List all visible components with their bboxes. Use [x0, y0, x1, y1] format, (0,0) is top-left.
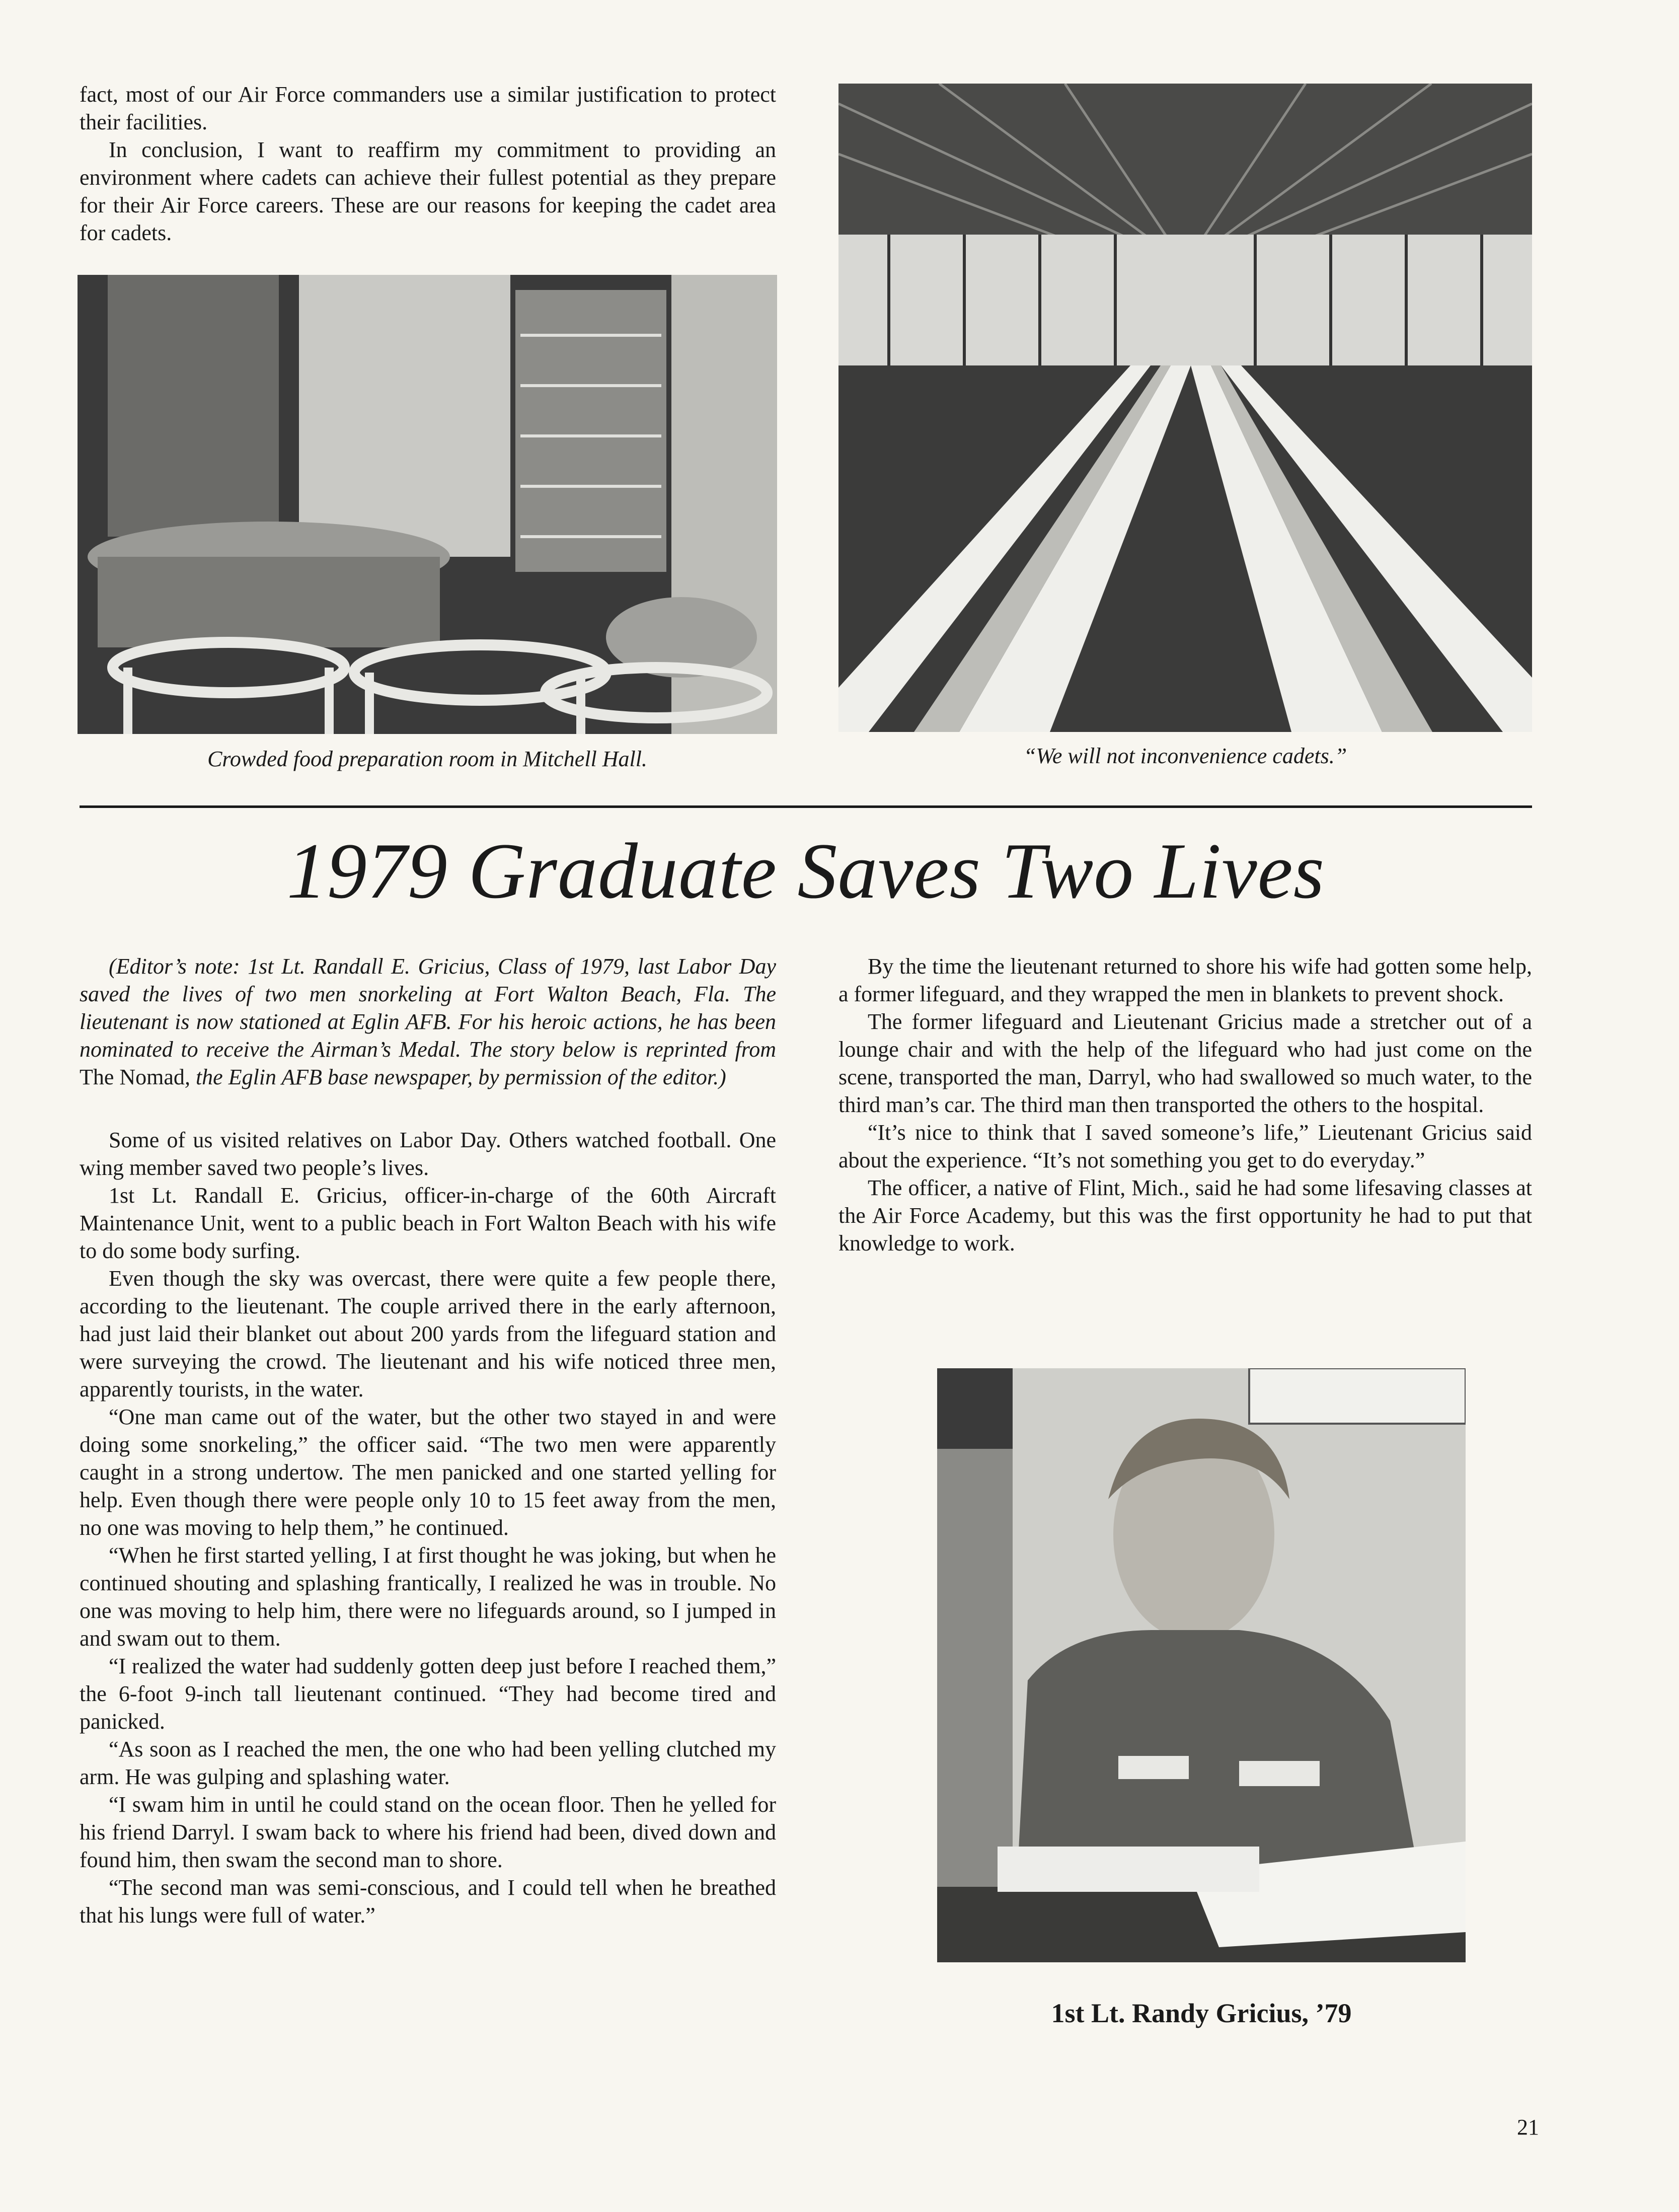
- editor-note: [80, 952, 776, 1091]
- article-paragraph: “When he first started yelling, I at first thought he was joking, but when he continued shouting and splashing frantically, I realized he was in trouble. No one was moving to help him, there were no lifeguards around, so I jumped in and swam out to them.: [80, 1543, 776, 1651]
- article-paragraph: “The second man was semi-conscious, and I could tell when he breathed that his lungs were full of water.”: [80, 1875, 776, 1928]
- dining-hall-caption: “We will not inconvenience cadets.”: [1023, 744, 1347, 768]
- article-paragraph: “One man came out of the water, but the other two stayed in and were doing some snorkeling,” the officer said. “The two men were apparently caught in a strong undertow. The men panicked and one started yelling for help. Even though there were people only 10 to 15 feet away from the men, no one was moving to help them,” he continued.: [80, 1405, 776, 1540]
- portrait-caption: 1st Lt. Randy Gricius, ’79: [1051, 1998, 1352, 2028]
- continuation-paragraph: In conclusion, I want to reaffirm my commitment to providing an environment where cadets can achieve their fullest potential as they prepare for their Air Force careers. These are our reasons for keeping the cadet area for cadets.: [80, 137, 776, 245]
- section-divider: [80, 805, 1532, 808]
- kitchen-caption: Crowded food preparation room in Mitchell Hall.: [207, 747, 647, 771]
- editor-note-part2: , the Eglin AFB base newspaper, by permission of the editor.): [184, 1065, 726, 1089]
- publication-name: The Nomad: [80, 1065, 185, 1089]
- article-paragraph: 1st Lt. Randall E. Gricius, officer-in-charge of the 60th Aircraft Maintenance Unit, went to a public beach in Fort Walton Beach with his wife to do some body surfing.: [80, 1183, 776, 1263]
- article-paragraph: The officer, a native of Flint, Mich., said he had some lifesaving classes at the Air Force Academy, but this was the first opportunity he had to put that knowledge to work.: [838, 1175, 1532, 1256]
- article-headline: 1979 Graduate Saves Two Lives: [286, 827, 1325, 915]
- portrait-photo: [937, 1368, 1466, 1962]
- article-paragraph: “As soon as I reached the men, the one who had been yelling clutched my arm. He was gulping and splashing water.: [80, 1737, 776, 1789]
- editor-note-part1: (Editor’s note: 1st Lt. Randall E. Gricius, Class of 1979, last Labor Day saved the lives of two men snorkeling at Fort Walton Beach, Fla. The lieutenant is now stationed at Eglin AFB. For his heroic actions, he has been nominated to receive the Airman’s Medal. The story below is reprinted from: [80, 954, 776, 1062]
- continuation-paragraph: fact, most of our Air Force commanders use a similar justification to protect their facilities.: [80, 82, 776, 134]
- right-column: [838, 952, 1532, 1257]
- continuation-text: [80, 81, 776, 247]
- article-paragraph: Even though the sky was overcast, there were quite a few people there, according to the lieutenant. The couple arrived there in the early afternoon, had just laid their blanket out about 200 yards from the lifeguard station and were surveying the crowd. The lieutenant and his wife noticed three men, apparently tourists, in the water.: [80, 1266, 776, 1402]
- article-paragraph: Some of us visited relatives on Labor Day. Others watched football. One wing member saved two people’s lives.: [80, 1128, 776, 1180]
- dining-hall-photo: [838, 84, 1532, 732]
- article-paragraph: By the time the lieutenant returned to shore his wife had gotten some help, a former lifeguard, and they wrapped the men in blankets to prevent shock.: [838, 954, 1532, 1006]
- article-paragraph: “I swam him in until he could stand on the ocean floor. Then he yelled for his friend Darryl. I swam back to where his friend had been, dived down and found him, then swam the second man to shore.: [80, 1792, 776, 1872]
- article-paragraph: “I realized the water had suddenly gotten deep just before I reached them,” the 6-foot 9-inch tall lieutenant continued. “They had become tired and panicked.: [80, 1654, 776, 1734]
- article-paragraph: “It’s nice to think that I saved someone’s life,” Lieutenant Gricius said about the experience. “It’s not something you get to do everyday.”: [838, 1120, 1532, 1172]
- left-column: [80, 952, 776, 1929]
- page-number: 21: [1517, 2115, 1539, 2140]
- kitchen-photo: [78, 275, 777, 734]
- article-paragraph: The former lifeguard and Lieutenant Gricius made a stretcher out of a lounge chair and with the help of the lifeguard who had just come on the scene, transported the man, Darryl, who had swallowed so much water, to the third man’s car. The third man then transported the others to the hospital.: [838, 1009, 1532, 1117]
